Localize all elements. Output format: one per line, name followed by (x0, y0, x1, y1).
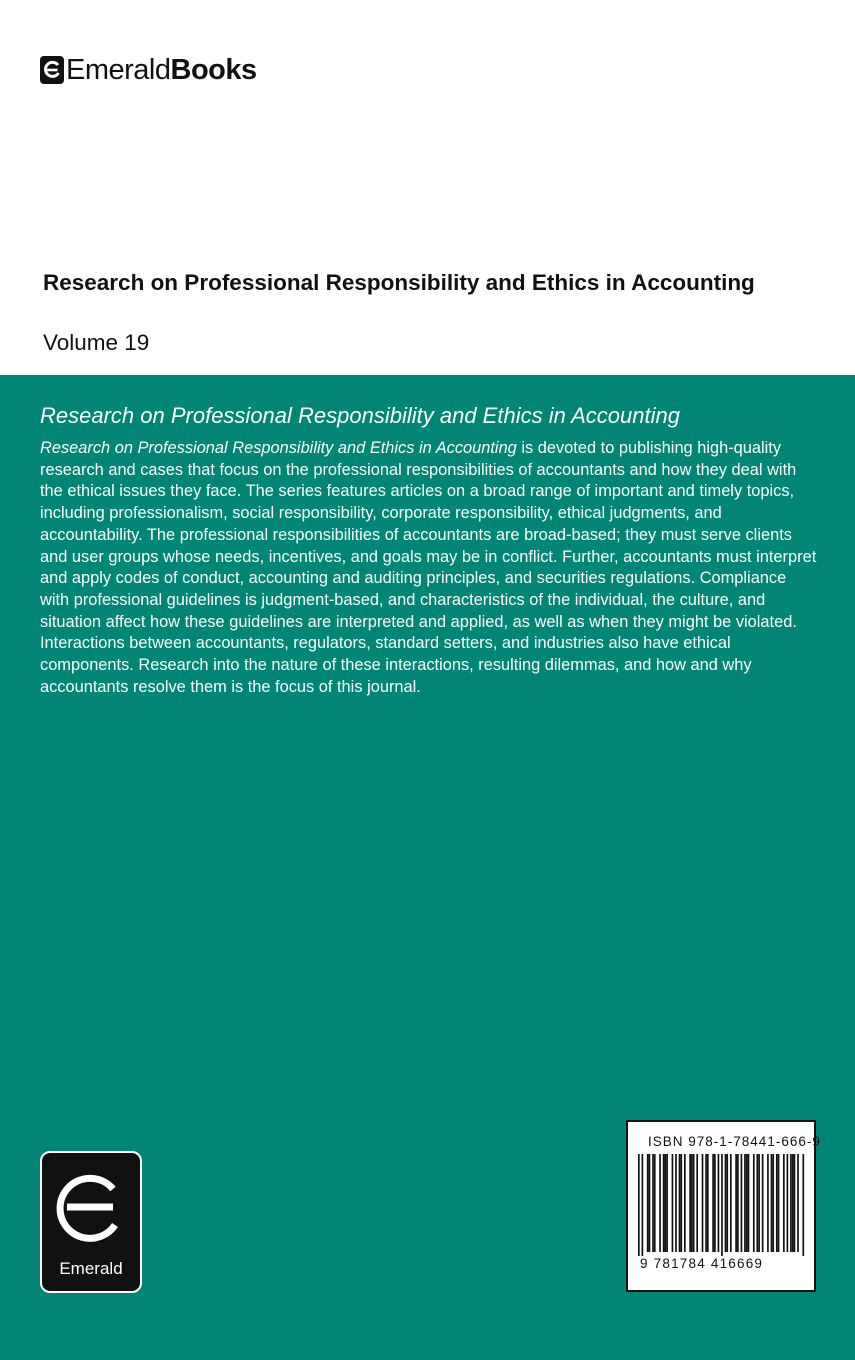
barcode-bar (718, 1154, 720, 1252)
barcode-bar (705, 1154, 707, 1252)
barcode-bar (714, 1154, 716, 1252)
barcode-bar (744, 1154, 746, 1252)
barcode-bar (702, 1154, 704, 1252)
barcode-bar (712, 1154, 714, 1252)
barcode-bars-icon (638, 1154, 806, 1256)
barcode-bar (730, 1154, 732, 1252)
barcode-bar (776, 1154, 778, 1252)
emerald-e-logo-icon (51, 1163, 131, 1251)
barcode-bar (689, 1154, 691, 1252)
barcode-bar (652, 1154, 654, 1252)
barcode-bar (735, 1154, 737, 1252)
barcode-bar (649, 1154, 651, 1252)
emerald-emblem (40, 1151, 142, 1293)
barcode-bar (725, 1154, 727, 1252)
description-panel (0, 375, 855, 1360)
description-body: is devoted to publishing high-quality research and cases that focus on the professional responsibilities of accountants and how they deal with the ethical issues they face. The series features articles on a broad range of important and timely topics, including professionalism, social responsibility, corporate responsibility, ethical judgments, and accountability. The professional responsibilities of accountants are broad-based; they must serve clients and user groups whose needs, incentives, and goals may be in conflict. Further, accountants must interpret and apply codes of conduct, accounting and auditing principles, and securities regulations. Compliance with professional guidelines is judgment-based, and characteristics of the individual, the culture, and situation affect how these guidelines are interpreted and applied, as well as when they might be violated. Interactions between accountants, regulators, standard setters, and industries also have ethical components. Research into the nature of these interactions, resulting dilemmas, and how and why accountants resolve them is the focus of this journal. (40, 439, 817, 696)
barcode-bar (647, 1154, 649, 1252)
volume-number: Volume 19 (43, 330, 150, 355)
barcode-bar (748, 1154, 750, 1252)
barcode-bar (741, 1154, 743, 1252)
barcode-bar (771, 1154, 773, 1252)
barcode-bar (737, 1154, 739, 1252)
barcode-bar (663, 1154, 665, 1252)
barcode-bar (783, 1154, 785, 1252)
barcode-bar (679, 1154, 681, 1252)
description-lead: Research on Professional Responsibility and Ethics in Accounting (40, 439, 517, 457)
brand-emerald: Emerald (66, 54, 171, 86)
barcode-bar (802, 1154, 804, 1256)
barcode-bar (675, 1154, 677, 1252)
barcode-bar (772, 1154, 774, 1252)
barcode-bar (672, 1154, 674, 1252)
barcode-bar (666, 1154, 668, 1252)
barcode-bar (753, 1154, 755, 1252)
brand-text (66, 55, 257, 85)
barcode-bar (756, 1154, 758, 1252)
barcode-bar (794, 1154, 796, 1252)
barcode-digits: 9 781784 416669 (640, 1256, 764, 1271)
barcode-bar (684, 1154, 686, 1252)
barcode-bar (642, 1154, 644, 1256)
barcode-bar (680, 1154, 682, 1252)
barcode-bar (758, 1154, 760, 1252)
barcode-bar (654, 1154, 656, 1252)
book-title: Research on Professional Responsibility and Ethics in Accounting (43, 270, 755, 295)
barcode-bar (787, 1154, 789, 1252)
emerald-e-icon (40, 56, 64, 84)
emblem-label: Emerald (59, 1259, 123, 1278)
barcode-bar (696, 1154, 698, 1252)
barcode-bar (659, 1154, 661, 1252)
barcode-bar (767, 1154, 769, 1252)
barcode-bar (790, 1154, 792, 1252)
barcode-bar (778, 1154, 780, 1252)
isbn-text: ISBN 978-1-78441-666-9 (648, 1134, 821, 1149)
barcode-bar (762, 1154, 764, 1252)
barcode-bar (665, 1154, 667, 1252)
barcode-bar (726, 1154, 728, 1252)
barcode-bar (707, 1154, 709, 1252)
top-section (0, 0, 855, 375)
barcode-bar (691, 1154, 693, 1252)
barcode-bar (746, 1154, 748, 1252)
barcode-bar (797, 1154, 799, 1252)
barcode-bar (792, 1154, 794, 1252)
brand-books: Books (170, 54, 257, 86)
barcode-bar (693, 1154, 695, 1252)
emerald-books-logo (40, 55, 257, 85)
barcode-bar (721, 1154, 723, 1256)
isbn-barcode (626, 1120, 821, 1292)
barcode-bar (638, 1154, 640, 1256)
series-title: Research on Professional Responsibility and Ethics in Accounting (40, 403, 680, 428)
series-description (40, 438, 818, 698)
